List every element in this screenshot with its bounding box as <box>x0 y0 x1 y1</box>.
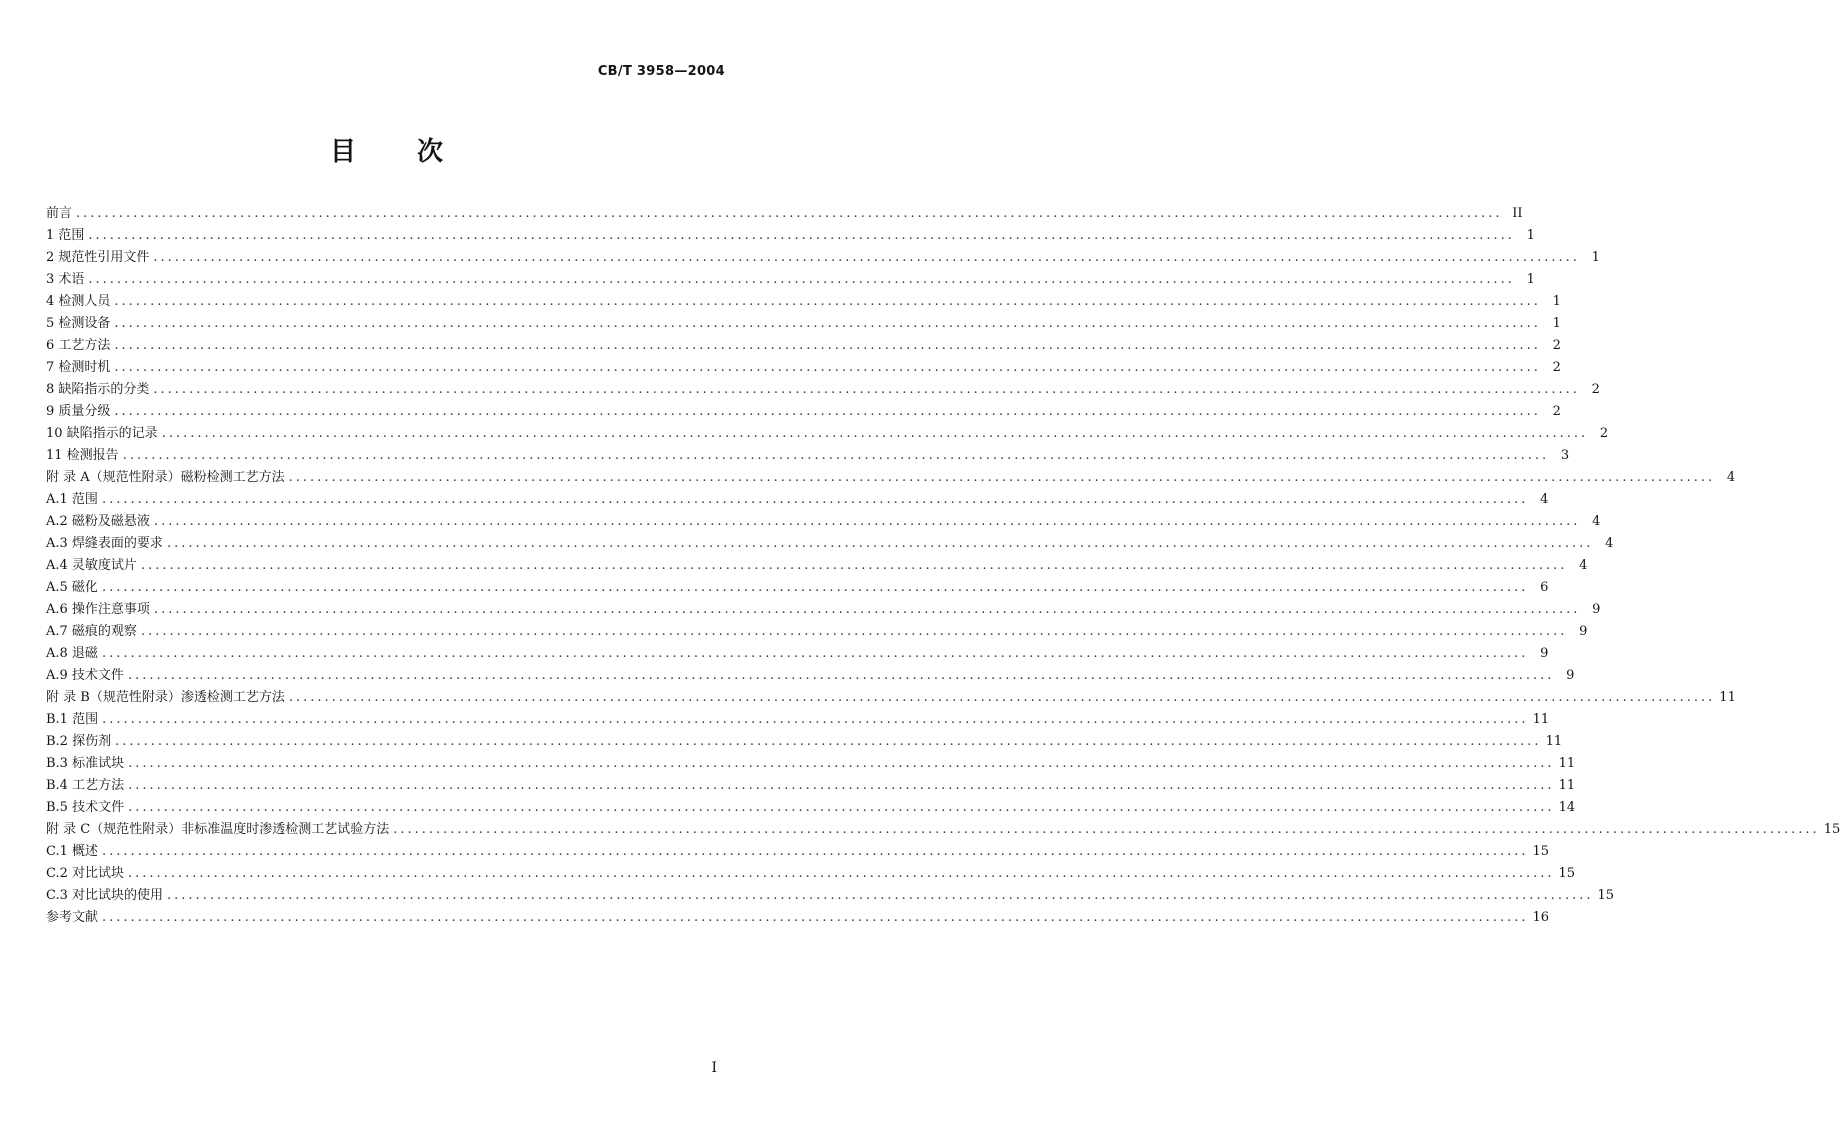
toc-entry-label: 11 检测报告 <box>46 448 119 463</box>
toc-entry-label: 参考文献 <box>46 910 99 925</box>
toc-entry-label: C.1 概述 <box>46 844 99 859</box>
dot-leader: ........................................................................................................................................................................................................ <box>114 338 1541 353</box>
toc-entry-page: 2 <box>1552 404 1561 419</box>
toc-entry[interactable] <box>46 621 1588 643</box>
toc-entry-page: 11 <box>1719 690 1736 705</box>
toc-entry[interactable] <box>46 489 1549 511</box>
toc-entry-page: 4 <box>1605 536 1614 551</box>
toc-entry-label: B.1 范围 <box>46 712 99 727</box>
toc-entry-label: 附 录 C（规范性附录）非标准温度时渗透检测工艺试验方法 <box>46 822 390 837</box>
toc-entry-label: B.3 标准试块 <box>46 756 125 771</box>
toc-entry[interactable] <box>46 423 1609 445</box>
toc-entry[interactable] <box>46 533 1614 555</box>
toc-entry-label: 1 范围 <box>46 228 85 243</box>
toc-entry-page: 16 <box>1532 910 1550 925</box>
toc-entry-label: 4 检测人员 <box>46 294 111 309</box>
dot-leader: ........................................................................................................................................................................................................ <box>167 888 1594 903</box>
toc-entry[interactable] <box>46 907 1550 929</box>
toc-entry-page: 9 <box>1540 646 1549 661</box>
toc-entry-label: A.1 范围 <box>46 492 98 507</box>
toc-entry[interactable] <box>46 511 1601 533</box>
toc-entry[interactable] <box>46 841 1550 863</box>
toc-entry[interactable] <box>46 467 1736 489</box>
dot-leader: ........................................................................................................................................................................................................ <box>166 536 1594 551</box>
toc-entry[interactable] <box>46 643 1549 665</box>
toc-entry-label: 6 工艺方法 <box>46 338 111 353</box>
dot-leader: ........................................................................................................................................................................................................ <box>88 272 1515 287</box>
toc-entry-label: A.8 退磁 <box>46 646 98 661</box>
toc-entry[interactable] <box>46 577 1549 599</box>
toc-entry-label: 9 质量分级 <box>46 404 111 419</box>
toc-entry-label: C.2 对比试块 <box>46 866 125 881</box>
toc-entry-page: 2 <box>1591 382 1600 397</box>
dot-leader: ........................................................................................................................................................................................................ <box>153 514 1581 529</box>
dot-leader: ........................................................................................................................................................................................................ <box>101 646 1529 661</box>
dot-leader: ........................................................................................................................................................................................................ <box>153 602 1581 617</box>
toc-entry-page: 15 <box>1532 844 1550 859</box>
toc-entry-page: 1 <box>1591 250 1600 265</box>
toc-entry-page: 14 <box>1558 800 1576 815</box>
toc-entry[interactable] <box>46 885 1615 907</box>
dot-leader: ........................................................................................................................................................................................................ <box>114 316 1541 331</box>
toc-entry-label: B.2 探伤剂 <box>46 734 112 749</box>
dot-leader: ........................................................................................................................................................................................................ <box>127 668 1555 683</box>
toc-entry-page: 2 <box>1552 360 1561 375</box>
toc-entry[interactable] <box>46 797 1576 819</box>
dot-leader: ........................................................................................................................................................................................................ <box>128 800 1555 815</box>
dot-leader: ........................................................................................................................................................................................................ <box>101 580 1529 595</box>
dot-leader: ........................................................................................................................................................................................................ <box>393 822 1820 837</box>
toc-entry-page: 15 <box>1823 822 1840 837</box>
toc-entry-page: 15 <box>1558 866 1576 881</box>
toc-entry-label: A.7 磁痕的观察 <box>46 624 137 639</box>
toc-entry-label: 7 检测时机 <box>46 360 111 375</box>
toc-entry[interactable] <box>46 731 1563 753</box>
dot-leader: ........................................................................................................................................................................................................ <box>153 250 1580 265</box>
dot-leader: ........................................................................................................................................................................................................ <box>76 206 1503 221</box>
toc-entry-page: 1 <box>1552 294 1561 309</box>
toc-entry[interactable] <box>46 357 1561 379</box>
toc-entry-label: C.3 对比试块的使用 <box>46 888 164 903</box>
toc-entry-page: 3 <box>1560 448 1570 463</box>
toc-entry-page: 9 <box>1592 602 1601 617</box>
toc-entry-page: 1 <box>1552 316 1561 331</box>
toc-entry-page: 4 <box>1579 558 1588 573</box>
toc-entry-label: 附 录 B（规范性附录）渗透检测工艺方法 <box>46 690 285 705</box>
toc-entry-label: A.9 技术文件 <box>46 668 124 683</box>
toc-entry-label: A.6 操作注意事项 <box>46 602 150 617</box>
toc-entry[interactable] <box>46 203 1523 225</box>
toc-entry[interactable] <box>46 555 1588 577</box>
toc-entry[interactable] <box>46 775 1576 797</box>
toc-entry-label: 附 录 A（规范性附录）磁粉检测工艺方法 <box>46 470 285 485</box>
dot-leader: ........................................................................................................................................................................................................ <box>288 690 1716 705</box>
toc-entry[interactable] <box>46 709 1550 731</box>
dot-leader: ........................................................................................................................................................................................................ <box>128 756 1555 771</box>
toc-entry-label: A.2 磁粉及磁悬液 <box>46 514 150 529</box>
toc-entry-page: 9 <box>1566 668 1575 683</box>
toc-entry[interactable] <box>46 445 1570 467</box>
toc-entry-label: 前言 <box>46 206 73 221</box>
toc-entry[interactable] <box>46 291 1561 313</box>
table-of-contents <box>46 203 1840 929</box>
toc-entry-page: 11 <box>1558 756 1576 771</box>
toc-entry[interactable] <box>46 225 1535 247</box>
dot-leader: ........................................................................................................................................................................................................ <box>102 910 1529 925</box>
toc-entry-page: 11 <box>1558 778 1576 793</box>
dot-leader: ........................................................................................................................................................................................................ <box>102 712 1529 727</box>
toc-entry-page: 2 <box>1599 426 1609 441</box>
dot-leader: ........................................................................................................................................................................................................ <box>153 382 1580 397</box>
toc-entry[interactable] <box>46 401 1561 423</box>
dot-leader: ........................................................................................................................................................................................................ <box>102 844 1529 859</box>
dot-leader: ........................................................................................................................................................................................................ <box>114 294 1541 309</box>
toc-entry-page: 1 <box>1526 272 1535 287</box>
dot-leader: ........................................................................................................................................................................................................ <box>114 404 1541 419</box>
page-number: I <box>711 1060 717 1076</box>
dot-leader: ........................................................................................................................................................................................................ <box>114 360 1541 375</box>
toc-entry-page: 15 <box>1597 888 1615 903</box>
toc-entry[interactable] <box>46 599 1601 621</box>
toc-entry-page: 11 <box>1545 734 1563 749</box>
dot-leader: ........................................................................................................................................................................................................ <box>128 778 1555 793</box>
toc-entry-label: B.4 工艺方法 <box>46 778 125 793</box>
toc-entry-page: 4 <box>1726 470 1736 485</box>
toc-entry-label: 2 规范性引用文件 <box>46 250 150 265</box>
toc-entry[interactable] <box>46 379 1600 401</box>
toc-entry-page: 4 <box>1540 492 1549 507</box>
toc-entry-label: 5 检测设备 <box>46 316 111 331</box>
dot-leader: ........................................................................................................................................................................................................ <box>122 448 1550 463</box>
dot-leader: ........................................................................................................................................................................................................ <box>88 228 1515 243</box>
toc-entry-label: B.5 技术文件 <box>46 800 125 815</box>
toc-entry-label: A.4 灵敏度试片 <box>46 558 137 573</box>
dot-leader: ........................................................................................................................................................................................................ <box>140 558 1568 573</box>
toc-entry[interactable] <box>46 313 1561 335</box>
standard-code: CB/T 3958—2004 <box>597 64 725 79</box>
toc-entry[interactable] <box>46 819 1840 841</box>
toc-entry[interactable] <box>46 753 1576 775</box>
toc-entry[interactable] <box>46 665 1575 687</box>
toc-entry-page: 9 <box>1579 624 1588 639</box>
toc-entry[interactable] <box>46 687 1736 709</box>
dot-leader: ........................................................................................................................................................................................................ <box>161 426 1589 441</box>
toc-entry-label: 8 缺陷指示的分类 <box>46 382 150 397</box>
page-title: 目 次 <box>329 137 470 167</box>
dot-leader: ........................................................................................................................................................................................................ <box>128 866 1555 881</box>
toc-entry-label: 10 缺陷指示的记录 <box>46 426 158 441</box>
dot-leader: ........................................................................................................................................................................................................ <box>101 492 1529 507</box>
toc-entry-page: 6 <box>1540 580 1549 595</box>
toc-entry-label: 3 术语 <box>46 272 85 287</box>
dot-leader: ........................................................................................................................................................................................................ <box>288 470 1716 485</box>
toc-entry[interactable] <box>46 863 1576 885</box>
toc-entry-page: II <box>1512 206 1523 221</box>
toc-entry[interactable] <box>46 247 1600 269</box>
toc-entry[interactable] <box>46 269 1535 291</box>
toc-entry-label: A.3 焊缝表面的要求 <box>46 536 163 551</box>
dot-leader: ........................................................................................................................................................................................................ <box>115 734 1542 749</box>
toc-entry-page: 1 <box>1526 228 1535 243</box>
toc-entry-page: 11 <box>1532 712 1550 727</box>
dot-leader: ........................................................................................................................................................................................................ <box>140 624 1568 639</box>
toc-entry-label: A.5 磁化 <box>46 580 98 595</box>
toc-entry-page: 4 <box>1592 514 1601 529</box>
toc-entry[interactable] <box>46 335 1561 357</box>
toc-entry-page: 2 <box>1552 338 1561 353</box>
